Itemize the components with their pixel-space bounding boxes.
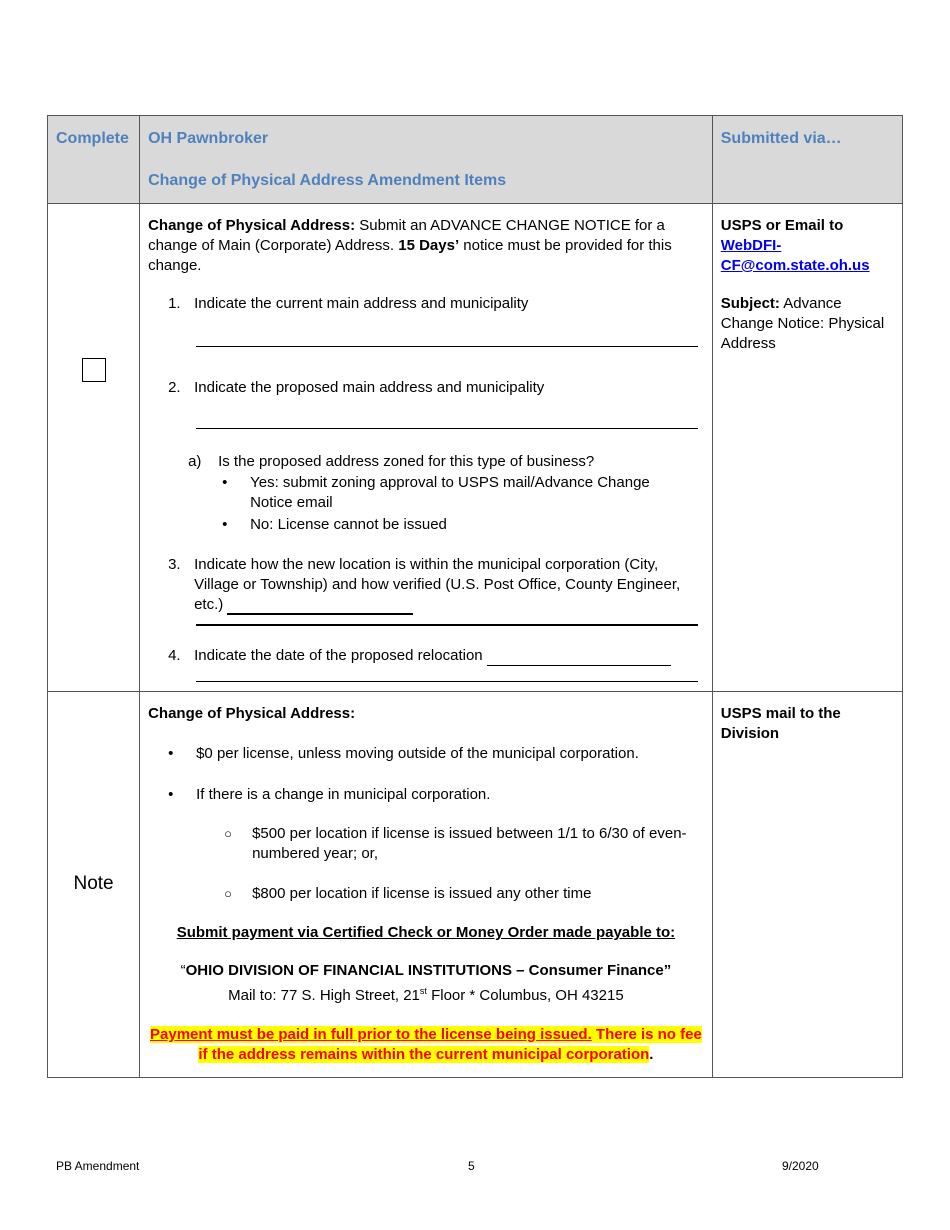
footer-page-number: 5: [468, 1159, 475, 1173]
amendment-table: [47, 115, 903, 1078]
header-submitted-cell: [712, 116, 902, 204]
bullet-glyph: •: [222, 474, 228, 491]
mail-sup: st: [419, 986, 427, 996]
item-text: Indicate the date of the proposed relocation: [194, 647, 483, 664]
intro-bold: Change of Physical Address:: [148, 217, 356, 234]
mail-prefix: Mail to: 77 S. High Street, 21: [228, 987, 420, 1004]
intro-text1: Submit an ADVANCE CHANGE NOTICE for a change of Main (Corporate) Address.: [148, 217, 665, 254]
sub-bullet-text: $800 per location if license is issued any other time: [252, 885, 592, 902]
item-3: [140, 555, 712, 615]
circle-glyph: ○: [224, 886, 232, 901]
header-title-cell: [140, 116, 713, 204]
fee-sub-bullet-1: [140, 824, 712, 864]
header-complete-cell: [48, 116, 140, 204]
circle-glyph: ○: [224, 826, 232, 841]
payee-line: [140, 961, 712, 981]
item-2: [140, 378, 712, 398]
mailing-address: [140, 981, 712, 1006]
header-submitted-via: Submitted via…: [720, 130, 842, 147]
item-text: Indicate how the new location is within the municipal corporation (City, Village or Township) and how verified (U.S. Post Office, County Engineer, etc.): [194, 556, 681, 613]
fee-bullet-2: [140, 785, 712, 805]
intro-text2: notice must be provided for this change.: [148, 237, 672, 274]
payment-warning: [140, 1025, 712, 1065]
payment-heading: Submit payment via Certified Check or Money Order made payable to:: [176, 924, 676, 941]
email-subject: [713, 276, 902, 354]
relocation-date-input-line[interactable]: [487, 651, 671, 666]
sub-item-letter: a): [188, 453, 202, 470]
warning-rest: There is no fee if the address remains within the current municipal corporation: [198, 1026, 702, 1063]
note-label: Note: [73, 873, 114, 894]
bullet-text: No: License cannot be issued: [250, 516, 447, 533]
item-number: 2.: [168, 379, 181, 396]
header-row: [48, 116, 903, 204]
current-address-input-line[interactable]: [196, 345, 698, 347]
footer-date: 9/2020: [782, 1159, 819, 1173]
item-number: 3.: [168, 556, 181, 573]
submission-bold: USPS or Email to: [720, 217, 844, 234]
item-number: 1.: [168, 295, 181, 312]
bullet-text: $0 per license, unless moving outside of the municipal corporation.: [196, 745, 639, 762]
warning-underlined: Payment must be paid in full prior to the license being issued.: [150, 1026, 592, 1043]
bullet-glyph: •: [168, 786, 174, 803]
intro-bold2: 15 Days’: [398, 237, 460, 254]
note-submission-method: USPS mail to the Division: [720, 705, 841, 742]
bullet-text: If there is a change in municipal corporation.: [196, 786, 491, 803]
subject-text: Advance Change Notice: Physical Address: [720, 295, 885, 352]
item-text: Indicate the proposed main address and municipality: [194, 379, 545, 396]
item-1: [140, 294, 712, 314]
sub-bullet-text: $500 per location if license is issued between 1/1 to 6/30 of even-numbered year; or,: [252, 825, 687, 862]
complete-cell: [48, 204, 140, 692]
header-title-line2: Change of Physical Address Amendment Items: [148, 172, 507, 189]
submission-cell: [712, 204, 902, 692]
municipal-verification-input-line-2[interactable]: [196, 623, 698, 626]
note-content-cell: [140, 692, 713, 1078]
bullet-text: Yes: submit zoning approval to USPS mail/Advance Change Notice email: [250, 474, 650, 511]
footer-left: PB Amendment: [56, 1159, 140, 1173]
bullet-glyph: •: [168, 745, 174, 762]
zoning-yes-bullet: [140, 473, 712, 513]
note-label-cell: [48, 692, 140, 1078]
sub-item-text: Is the proposed address zoned for this type of business?: [218, 453, 595, 470]
municipal-verification-input-line[interactable]: [227, 599, 413, 615]
item-4: [140, 646, 712, 666]
bullet-glyph: •: [222, 516, 228, 533]
address-change-row: [48, 204, 903, 692]
fee-sub-bullet-2: [140, 884, 712, 904]
header-title-line1: OH Pawnbroker: [148, 130, 269, 147]
item-number: 4.: [168, 647, 181, 664]
email-link[interactable]: WebDFI-CF@com.state.oh.us: [720, 237, 870, 274]
instructions-cell: [140, 204, 713, 692]
note-submission-cell: [712, 692, 902, 1078]
payee-open-quote: “: [180, 962, 186, 979]
item-2a: [140, 452, 712, 472]
submission-method: [713, 204, 902, 276]
warning-period: .: [649, 1046, 654, 1063]
fee-bullet-1: [140, 744, 712, 764]
intro-paragraph: [140, 204, 712, 276]
note-row: [48, 692, 903, 1078]
subject-bold: Subject:: [720, 295, 780, 312]
payee-name: OHIO DIVISION OF FINANCIAL INSTITUTIONS – Consumer Finance”: [185, 962, 672, 979]
mail-suffix: Floor * Columbus, OH 43215: [426, 987, 624, 1004]
zoning-no-bullet: [140, 515, 712, 535]
proposed-address-input-line[interactable]: [196, 427, 698, 429]
complete-checkbox[interactable]: [82, 358, 106, 382]
item-text: Indicate the current main address and municipality: [194, 295, 529, 312]
relocation-date-input-line-2[interactable]: [196, 680, 698, 682]
note-heading: Change of Physical Address:: [148, 705, 356, 722]
header-complete: Complete: [56, 130, 129, 147]
